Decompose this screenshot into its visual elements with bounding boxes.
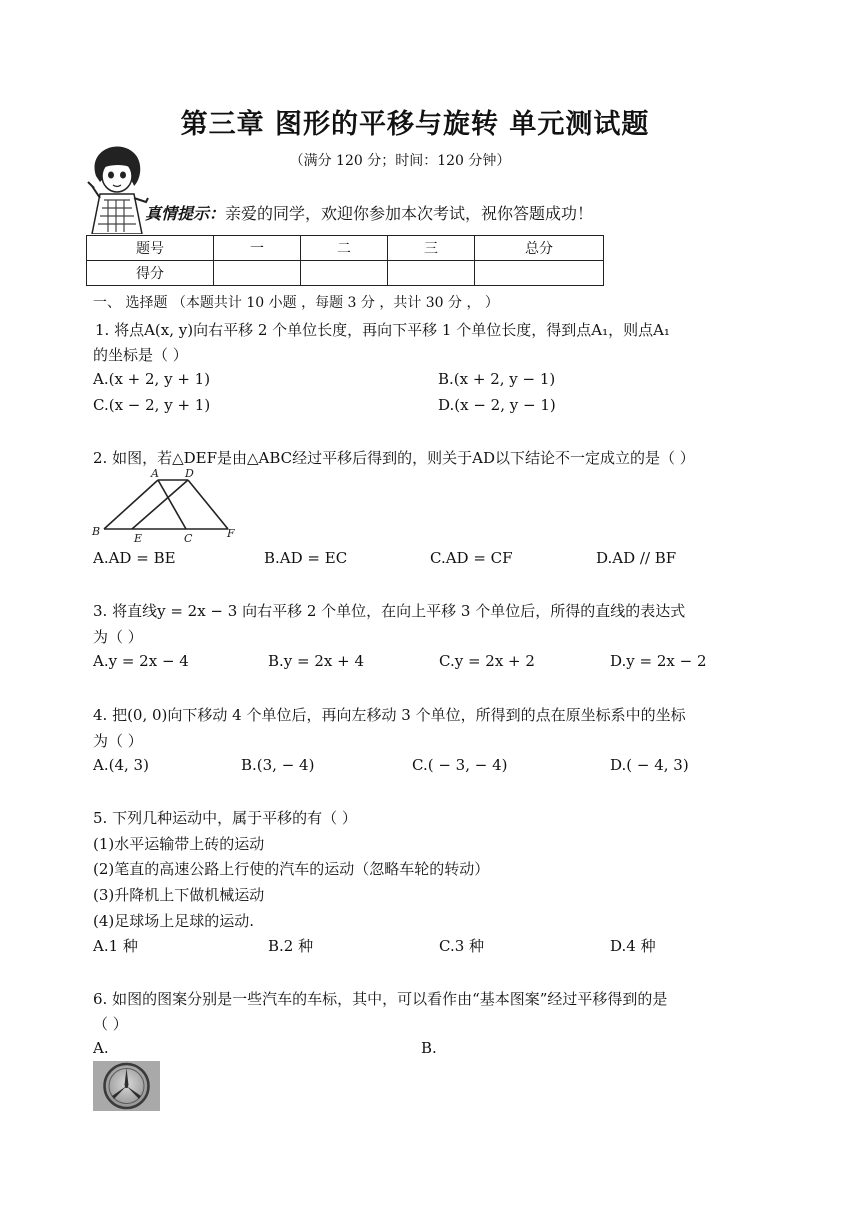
question-5-option-d: D.4 种	[610, 937, 656, 955]
question-4-option-a: A.(4, 3)	[93, 756, 149, 774]
tip-line	[145, 201, 593, 224]
question-6-option-a: A.	[93, 1039, 109, 1057]
question-2-option-c: C.AD = CF	[430, 549, 513, 567]
header-cell: 二	[301, 236, 388, 261]
question-5-item-1: (1)水平运输带上砖的运动	[93, 835, 265, 853]
question-3-option-d: D.y = 2x − 2	[610, 652, 707, 670]
question-5-item-4: (4)足球场上足球的运动.	[93, 912, 255, 930]
question-5-option-c: C.3 种	[439, 937, 485, 955]
question-5-option-a: A.1 种	[93, 937, 138, 955]
figure-label-a: A	[151, 467, 159, 480]
tip-label: 真情提示：	[145, 204, 226, 223]
score-cell[interactable]	[214, 261, 301, 286]
car-logo-image	[93, 1061, 160, 1111]
question-6-line2: （ ）	[93, 1015, 128, 1033]
question-1-line2: 的坐标是（ ）	[93, 346, 188, 364]
question-6-option-b: B.	[421, 1039, 437, 1057]
question-3-option-a: A.y = 2x − 4	[93, 652, 189, 670]
figure-label-b: B	[92, 525, 101, 538]
figure-label-f: F	[227, 527, 235, 540]
question-4-line1: 4. 把(0, 0)向下移动 4 个单位后，再向左移动 3 个单位，所得到的点在原坐标系中的坐标	[93, 706, 686, 724]
question-3-option-c: C.y = 2x + 2	[439, 652, 535, 670]
question-5-option-b: B.2 种	[268, 937, 314, 955]
row-label: 得分	[87, 261, 214, 286]
question-2-option-b: B.AD = EC	[264, 549, 348, 567]
translation-triangle-figure	[88, 466, 248, 544]
question-4-option-d: D.( − 4, 3)	[610, 756, 689, 774]
score-cell[interactable]	[388, 261, 475, 286]
question-1-option-d: D.(x − 2, y − 1)	[438, 396, 556, 414]
figure-label-d: D	[185, 467, 194, 480]
question-5-item-2: (2)笔直的高速公路上行使的汽车的运动（忽略车轮的转动）	[93, 860, 490, 878]
question-6-line1: 6. 如图的图案分别是一些汽车的车标，其中，可以看作由“基本图案”经过平移得到的是	[93, 990, 668, 1008]
question-1-line1: 1. 将点A(x, y)向右平移 2 个单位长度，再向下平移 1 个单位长度，得到点A₁，则点A₁	[95, 321, 670, 339]
figure-label-e: E	[134, 532, 143, 544]
question-2-option-a: A.AD = BE	[93, 549, 176, 567]
question-4-option-c: C.( − 3, − 4)	[412, 756, 508, 774]
score-table-header-row	[87, 236, 604, 261]
header-cell: 三	[388, 236, 475, 261]
cartoon-girl-illustration	[84, 142, 150, 234]
score-cell[interactable]	[301, 261, 388, 286]
score-cell[interactable]	[475, 261, 604, 286]
question-2-line1: 2. 如图，若△DEF是由△ABC经过平移后得到的，则关于AD以下结论不一定成立的是（ ）	[93, 449, 695, 467]
page-title: 第三章 图形的平移与旋转 单元测试题	[180, 109, 650, 140]
question-4-line2: 为（ ）	[93, 732, 143, 750]
question-1-option-c: C.(x − 2, y + 1)	[93, 396, 211, 414]
score-table	[86, 235, 604, 286]
question-3-line2: 为（ ）	[93, 628, 143, 646]
question-3-line1: 3. 将直线y = 2x − 3 向右平移 2 个单位，在向上平移 3 个单位后，所得的直线的表达式	[93, 602, 686, 620]
question-1-option-a: A.(x + 2, y + 1)	[93, 370, 211, 388]
tip-text: 亲爱的同学，欢迎你参加本次考试，祝你答题成功！	[225, 204, 594, 223]
header-cell: 一	[214, 236, 301, 261]
question-3-option-b: B.y = 2x + 4	[268, 652, 365, 670]
question-5-line1: 5. 下列几种运动中，属于平移的有（ ）	[93, 809, 357, 827]
page-subtitle: （满分 120 分；时间：120 分钟）	[289, 153, 511, 169]
header-cell: 题号	[87, 236, 214, 261]
figure-label-c: C	[184, 532, 193, 544]
question-4-option-b: B.(3, − 4)	[241, 756, 315, 774]
section-heading: 一、 选择题 （本题共计 10 小题 ，每题 3 分 ，共计 30 分 ， ）	[93, 295, 499, 311]
score-table-score-row	[87, 261, 604, 286]
question-1-option-b: B.(x + 2, y − 1)	[438, 370, 556, 388]
question-5-item-3: (3)升降机上下做机械运动	[93, 886, 265, 904]
question-2-option-d: D.AD // BF	[596, 549, 677, 567]
header-cell: 总分	[475, 236, 604, 261]
